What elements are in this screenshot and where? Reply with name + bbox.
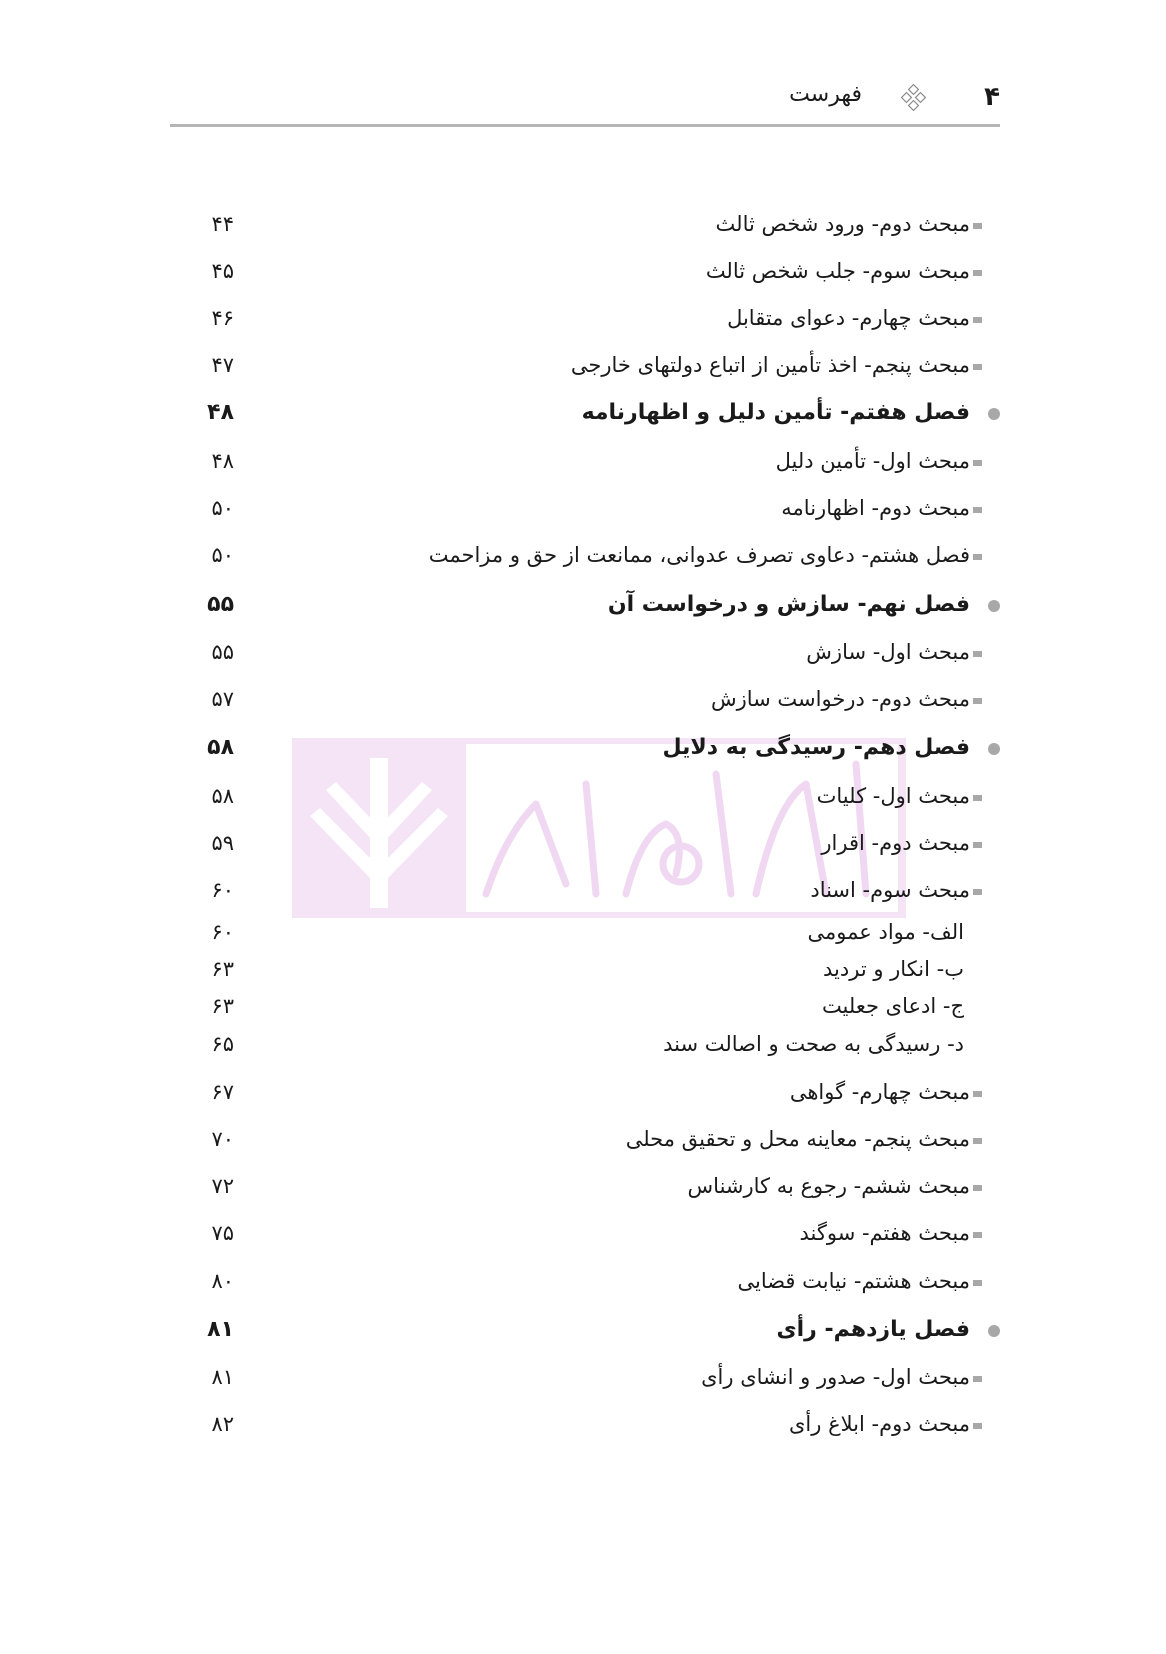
square-bullet-icon [973, 651, 982, 657]
square-bullet-icon [973, 1091, 982, 1097]
toc-entry[interactable] [170, 1119, 1000, 1159]
toc-entry-page: ۶۰ [211, 920, 234, 944]
toc-entry[interactable] [170, 1166, 1000, 1206]
toc-entry-title: ج- ادعای جعلیت [821, 994, 964, 1018]
toc-entry[interactable] [170, 776, 1000, 816]
toc-entry[interactable] [170, 870, 1000, 910]
toc-entry-page: ۵۸ [211, 784, 234, 808]
toc-entry-title: فصل هشتم- دعاوی تصرف عدوانی، ممانعت از حق و مزاحمت [428, 543, 970, 567]
toc-sub-entry[interactable] [170, 949, 1000, 989]
toc-entry-title: مبحث دوم- اقرار [821, 831, 970, 855]
toc-entry-title: مبحث چهارم- دعوای متقابل [727, 306, 970, 330]
square-bullet-icon [973, 842, 982, 848]
toc-entry-page: ۶۳ [211, 957, 234, 981]
toc-entry-page: ۵۵ [207, 592, 234, 617]
toc-entry-page: ۵۸ [207, 735, 234, 760]
toc-entry[interactable] [170, 679, 1000, 719]
toc-entry[interactable] [170, 298, 1000, 338]
square-bullet-icon [973, 1138, 982, 1144]
toc-entry-page: ۸۰ [211, 1269, 234, 1293]
square-bullet-icon [973, 1376, 982, 1382]
round-bullet-icon [988, 408, 1000, 420]
toc-chapter-entry[interactable] [170, 1310, 1000, 1350]
toc-entry[interactable] [170, 535, 1000, 575]
toc-entry-title: مبحث پنجم- معاینه محل و تحقیق محلی [625, 1127, 970, 1151]
toc-entry-title: مبحث دوم- ابلاغ رأی [788, 1412, 970, 1436]
toc-entry-page: ۵۰ [211, 496, 234, 520]
toc-entry-title: ب- انکار و تردید [823, 957, 964, 981]
square-bullet-icon [973, 270, 982, 276]
square-bullet-icon [973, 1423, 982, 1429]
square-bullet-icon [973, 507, 982, 513]
toc-entry-title: مبحث دوم- ورود شخص ثالث [715, 212, 970, 236]
page-number: ۴ [984, 82, 1000, 112]
toc-entry-page: ۴۸ [207, 400, 234, 425]
square-bullet-icon [973, 364, 982, 370]
toc-entry-title: فصل هفتم- تأمین دلیل و اظهارنامه [581, 400, 970, 425]
square-bullet-icon [973, 554, 982, 560]
toc-entry-page: ۶۷ [211, 1080, 234, 1104]
toc-sub-entry[interactable] [170, 1024, 1000, 1064]
toc-chapter-entry[interactable] [170, 393, 1000, 433]
toc-entry-page: ۴۶ [211, 306, 234, 330]
toc-entry-page: ۶۵ [211, 1032, 234, 1056]
square-bullet-icon [973, 1232, 982, 1238]
square-bullet-icon [973, 317, 982, 323]
toc-sub-entry[interactable] [170, 912, 1000, 952]
round-bullet-icon [988, 743, 1000, 755]
toc-entry[interactable] [170, 1404, 1000, 1444]
toc-chapter-entry[interactable] [170, 728, 1000, 768]
toc-entry[interactable] [170, 1213, 1000, 1253]
toc-entry-page: ۴۵ [211, 259, 234, 283]
toc-sub-entry[interactable] [170, 986, 1000, 1026]
toc-entry[interactable] [170, 632, 1000, 672]
toc-entry-title: مبحث سوم- اسناد [810, 878, 970, 902]
toc-entry-page: ۴۸ [211, 449, 234, 473]
toc-entry-page: ۶۰ [211, 878, 234, 902]
toc-entry-title: فصل نهم- سازش و درخواست آن [607, 592, 970, 617]
toc-entry-title: مبحث هفتم- سوگند [799, 1221, 970, 1245]
square-bullet-icon [973, 1185, 982, 1191]
toc-entry-title: مبحث دوم- اظهارنامه [781, 496, 970, 520]
toc-entry[interactable] [170, 251, 1000, 291]
toc-entry-page: ۵۵ [211, 640, 234, 664]
round-bullet-icon [988, 1325, 1000, 1337]
toc-entry-title: مبحث اول- کلیات [816, 784, 970, 808]
square-bullet-icon [973, 698, 982, 704]
toc-entry-page: ۸۲ [211, 1412, 234, 1436]
toc-entry-title: مبحث سوم- جلب شخص ثالث [705, 259, 970, 283]
toc-entry-title: مبحث ششم- رجوع به کارشناس [687, 1174, 970, 1198]
toc-entry-page: ۴۷ [211, 353, 234, 377]
toc-entry-title: مبحث هشتم- نیابت قضایی [737, 1269, 970, 1293]
toc-entry-page: ۶۳ [211, 994, 234, 1018]
square-bullet-icon [973, 460, 982, 466]
square-bullet-icon [973, 1280, 982, 1286]
toc-entry[interactable] [170, 345, 1000, 385]
toc-entry-page: ۷۲ [211, 1174, 234, 1198]
toc-entry[interactable] [170, 488, 1000, 528]
square-bullet-icon [973, 223, 982, 229]
toc-entry-title: مبحث دوم- درخواست سازش [710, 687, 970, 711]
square-bullet-icon [973, 889, 982, 895]
toc-entry-title: الف- مواد عمومی [807, 920, 964, 944]
toc-entry-page: ۵۷ [211, 687, 234, 711]
toc-entry-page: ۴۴ [211, 212, 234, 236]
toc-entry[interactable] [170, 441, 1000, 481]
toc-entry[interactable] [170, 204, 1000, 244]
toc-entry-title: د- رسیدگی به صحت و اصالت سند [663, 1032, 964, 1056]
toc-entry-title: مبحث چهارم- گواهی [789, 1080, 970, 1104]
square-bullet-icon [973, 795, 982, 801]
toc-entry-title: مبحث اول- سازش [806, 640, 970, 664]
toc-entry-title: فصل دهم- رسیدگی به دلایل [662, 735, 970, 760]
toc-entry-page: ۸۱ [207, 1317, 234, 1342]
toc-entry-title: فصل یازدهم- رأی [776, 1317, 970, 1342]
toc-entry[interactable] [170, 1072, 1000, 1112]
round-bullet-icon [988, 600, 1000, 612]
toc-entry[interactable] [170, 1261, 1000, 1301]
toc-entry-page: ۵۰ [211, 543, 234, 567]
toc-entry[interactable] [170, 1357, 1000, 1397]
toc-entry-page: ۵۹ [211, 831, 234, 855]
toc-entry-page: ۷۰ [211, 1127, 234, 1151]
toc-entry-page: ۸۱ [211, 1365, 234, 1389]
page-title: فهرست [789, 82, 862, 107]
toc-entry[interactable] [170, 823, 1000, 863]
toc-chapter-entry[interactable] [170, 585, 1000, 625]
toc-entry-page: ۷۵ [211, 1221, 234, 1245]
toc-entry-title: مبحث اول- صدور و انشای رأی [701, 1365, 970, 1389]
toc-entry-title: مبحث پنجم- اخذ تأمین از اتباع دولتهای خارجی [570, 353, 970, 377]
toc-entry-title: مبحث اول- تأمین دلیل [775, 449, 970, 473]
